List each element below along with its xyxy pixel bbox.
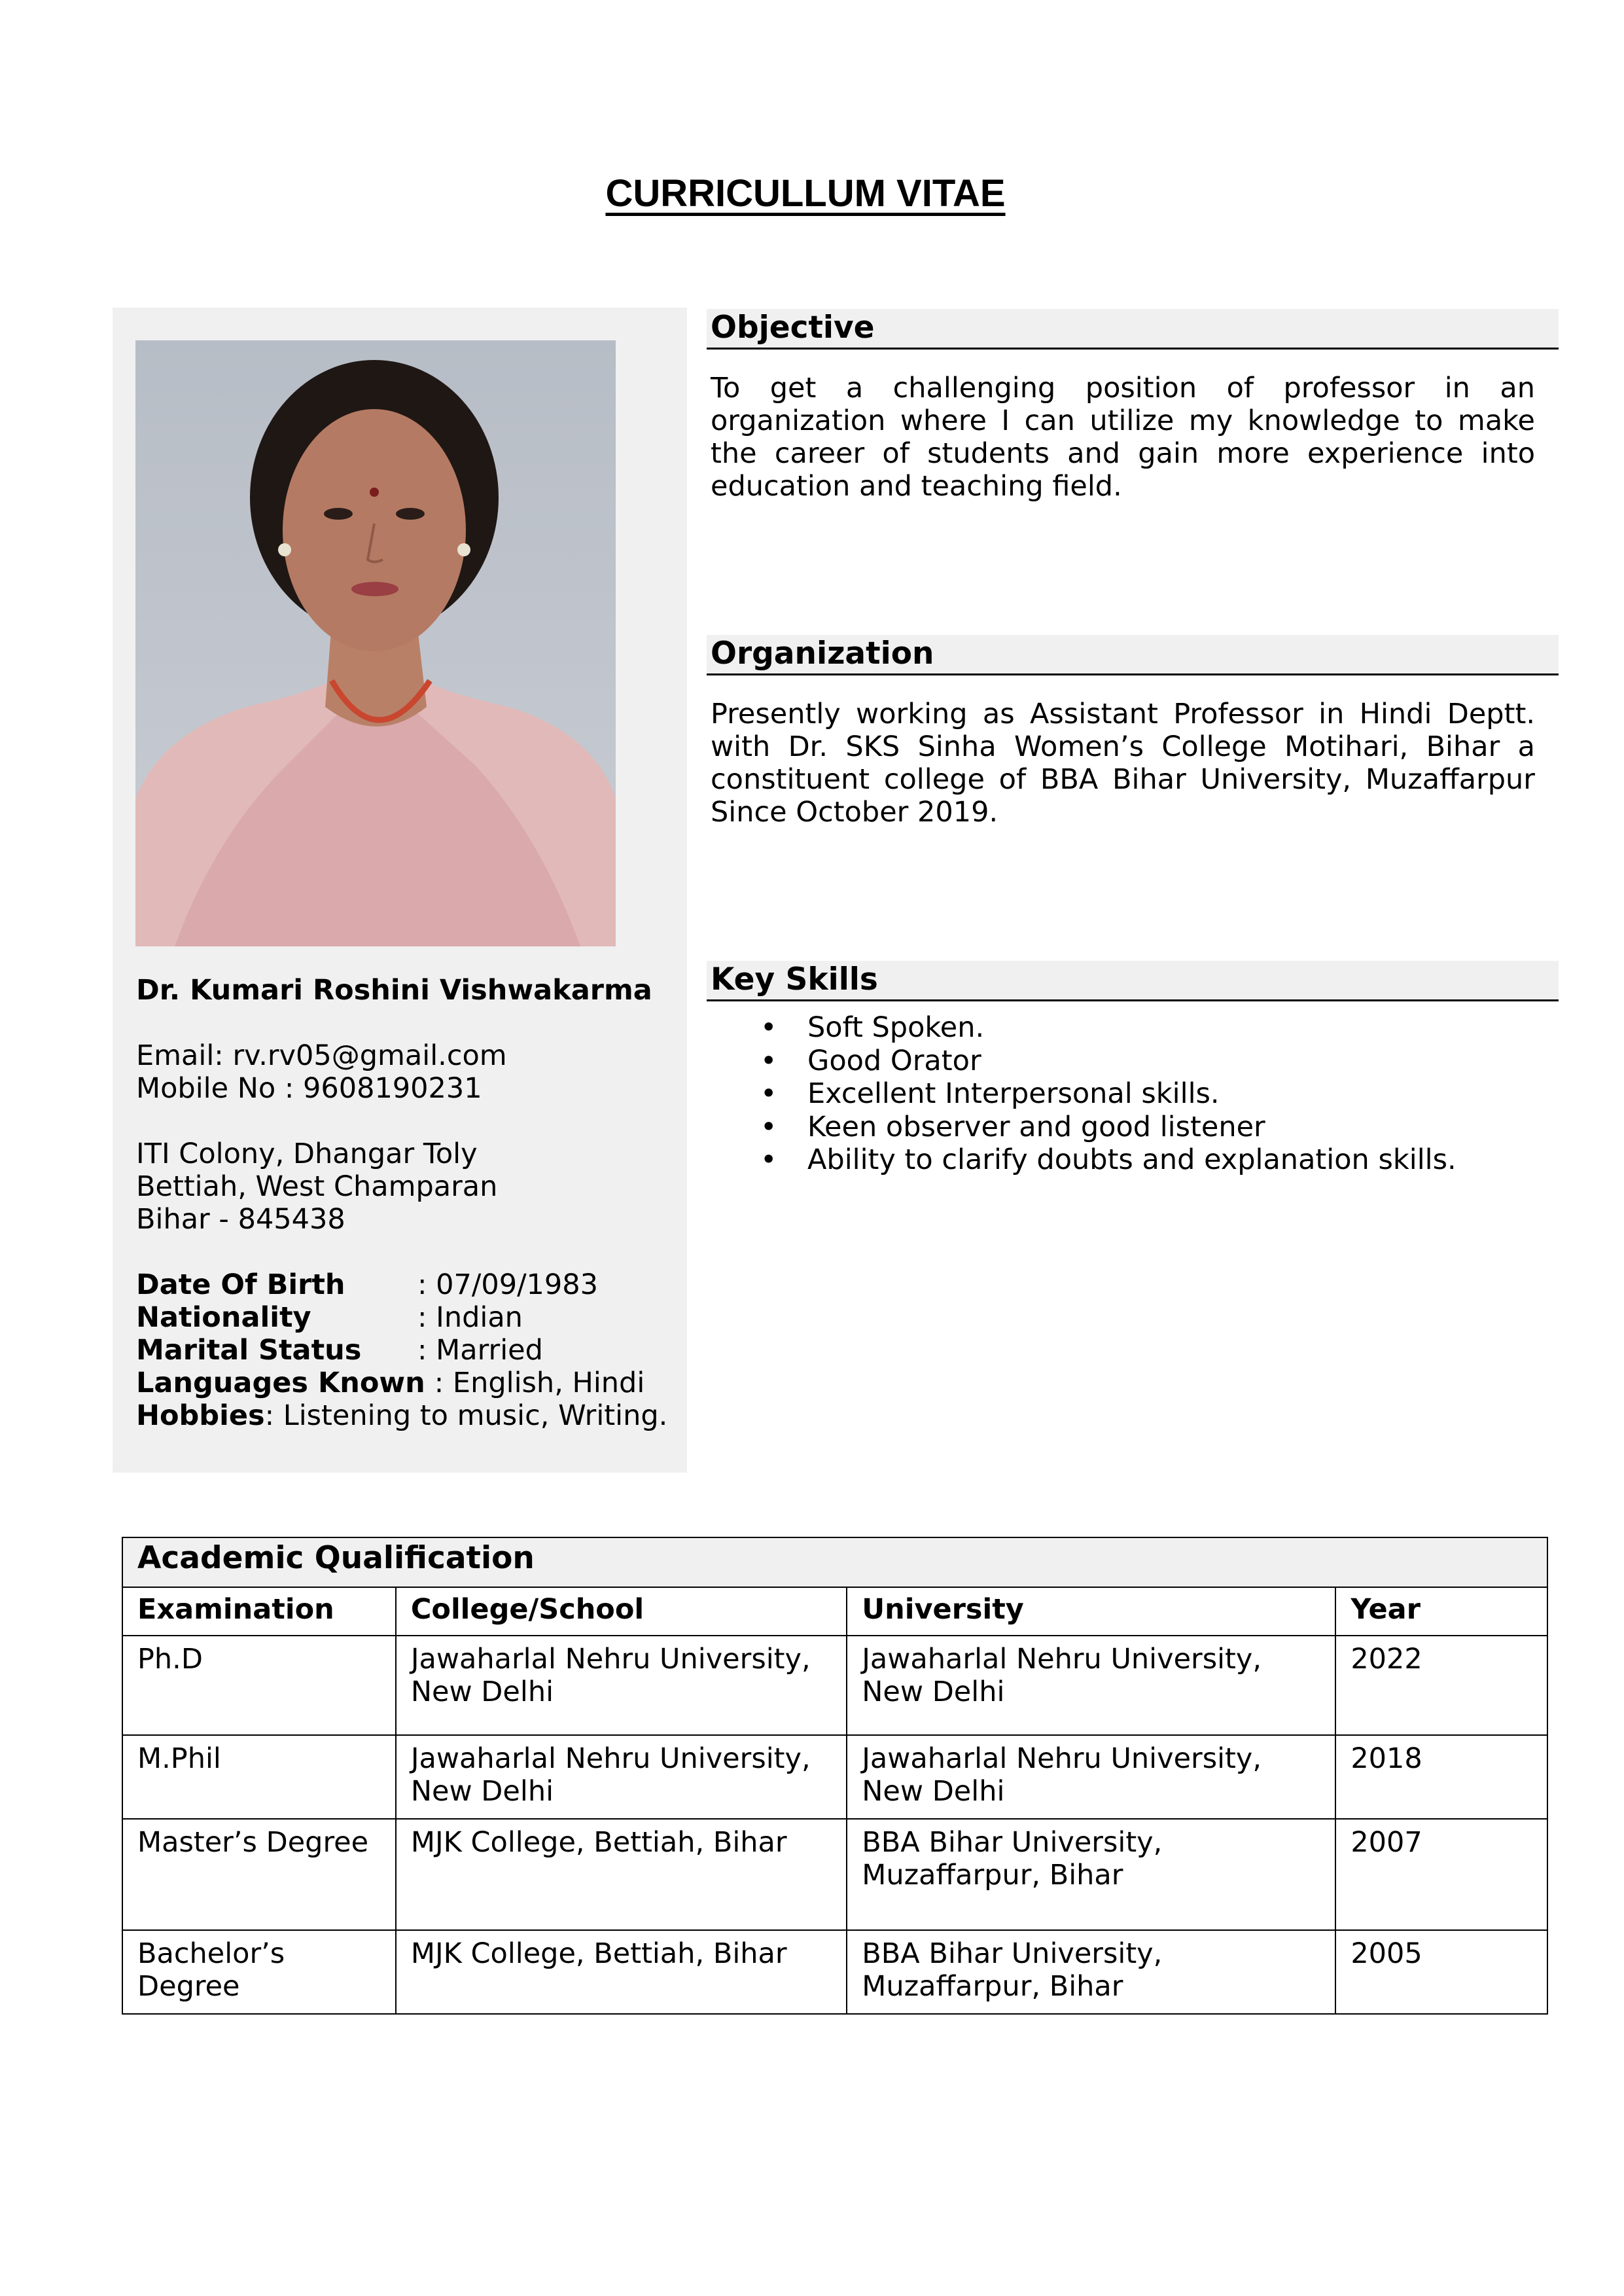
key-skills-heading: Key Skills: [707, 961, 1559, 1001]
table-cell: MJK College, Bettiah, Bihar: [396, 1930, 847, 2014]
bullet-icon: •: [760, 1077, 777, 1110]
address-line: ITI Colony, Dhangar Toly: [136, 1138, 478, 1170]
list-item: [711, 1077, 1555, 1111]
bullet-icon: •: [760, 1044, 777, 1077]
skill-text: Good Orator: [807, 1044, 981, 1077]
table-cell: Jawaharlal Nehru University, New Delhi: [396, 1735, 847, 1819]
table-cell: Bachelor’s Degree: [122, 1930, 396, 2014]
column-header: University: [847, 1587, 1335, 1636]
hobbies-label: Hobbies: [136, 1399, 265, 1432]
objective-heading: Objective: [707, 309, 1559, 350]
organization-text: Presently working as Assistant Professor in Hindi Deptt. with Dr. SKS Sinha Women’s College Motihari, Bihar a constituent college of BBA Bihar University, Muzaffarpur Since October 2019.: [711, 698, 1535, 829]
table-cell: MJK College, Bettiah, Bihar: [396, 1819, 847, 1930]
skill-text: Soft Spoken.: [807, 1011, 985, 1044]
objective-text: To get a challenging position of professor in an organization where I can utilize my knowledge to make the career of students and gain more experience into education and teaching field.: [711, 372, 1535, 503]
table-caption: Academic Qualification: [122, 1537, 1547, 1587]
table-header-row: [122, 1587, 1547, 1636]
detail-row-nationality: [136, 1301, 679, 1334]
skill-text: Keen observer and good listener: [807, 1110, 1265, 1143]
detail-value: : 07/09/1983: [417, 1268, 598, 1301]
academic-qualification-table: [122, 1537, 1548, 2015]
table-cell: Jawaharlal Nehru University, New Delhi: [847, 1735, 1335, 1819]
page-title: CURRICULLUM VITAE: [605, 172, 1006, 215]
bullet-icon: •: [760, 1143, 777, 1176]
table-cell: 2018: [1335, 1735, 1547, 1819]
table-row: [122, 1930, 1547, 2014]
detail-value: : Married: [417, 1334, 543, 1367]
detail-row-marital-status: [136, 1334, 679, 1367]
detail-value: : English, Hindi: [434, 1367, 645, 1399]
profile-photo: [135, 340, 616, 946]
detail-row-languages: [136, 1367, 679, 1399]
detail-label: Languages Known: [136, 1367, 425, 1399]
column-header: Year: [1335, 1587, 1547, 1636]
bullet-icon: •: [760, 1011, 777, 1044]
hobbies-row: [136, 1399, 679, 1432]
table-cell: Jawaharlal Nehru University, New Delhi: [396, 1636, 847, 1735]
column-header: Examination: [122, 1587, 396, 1636]
detail-label: Date Of Birth: [136, 1268, 345, 1301]
column-header: College/School: [396, 1587, 847, 1636]
profile-details: [136, 974, 679, 1432]
mobile-text: Mobile No : 9608190231: [136, 1072, 482, 1105]
table-row: [122, 1819, 1547, 1930]
table-cell: 2005: [1335, 1930, 1547, 2014]
hobbies-value: : Listening to music, Writing.: [264, 1399, 668, 1432]
address-line: Bettiah, West Champaran: [136, 1170, 498, 1203]
table-cell: BBA Bihar University, Muzaffarpur, Bihar: [847, 1930, 1335, 2014]
list-item: [711, 1011, 1555, 1045]
list-item: [711, 1111, 1555, 1144]
person-name: Dr. Kumari Roshini Vishwakarma: [136, 974, 652, 1007]
table-cell: 2022: [1335, 1636, 1547, 1735]
table-cell: 2007: [1335, 1819, 1547, 1930]
table-cell: BBA Bihar University, Muzaffarpur, Bihar: [847, 1819, 1335, 1930]
detail-label: Marital Status: [136, 1334, 362, 1367]
table-cell: Master’s Degree: [122, 1819, 396, 1930]
key-skills-list: [711, 1011, 1555, 1177]
table-cell: Jawaharlal Nehru University, New Delhi: [847, 1636, 1335, 1735]
email-text: Email: rv.rv05@gmail.com: [136, 1039, 507, 1072]
table-row: [122, 1735, 1547, 1819]
detail-value: : Indian: [417, 1301, 523, 1334]
list-item: [711, 1143, 1555, 1177]
list-item: [711, 1045, 1555, 1078]
bullet-icon: •: [760, 1110, 777, 1143]
skill-text: Ability to clarify doubts and explanation skills.: [807, 1143, 1456, 1176]
table-cell: M.Phil: [122, 1735, 396, 1819]
skill-text: Excellent Interpersonal skills.: [807, 1077, 1220, 1110]
address-line: Bihar - 845438: [136, 1203, 345, 1236]
detail-row-dob: [136, 1268, 679, 1301]
detail-label: Nationality: [136, 1301, 311, 1334]
organization-heading: Organization: [707, 635, 1559, 675]
table-row: [122, 1636, 1547, 1735]
table-cell: Ph.D: [122, 1636, 396, 1735]
